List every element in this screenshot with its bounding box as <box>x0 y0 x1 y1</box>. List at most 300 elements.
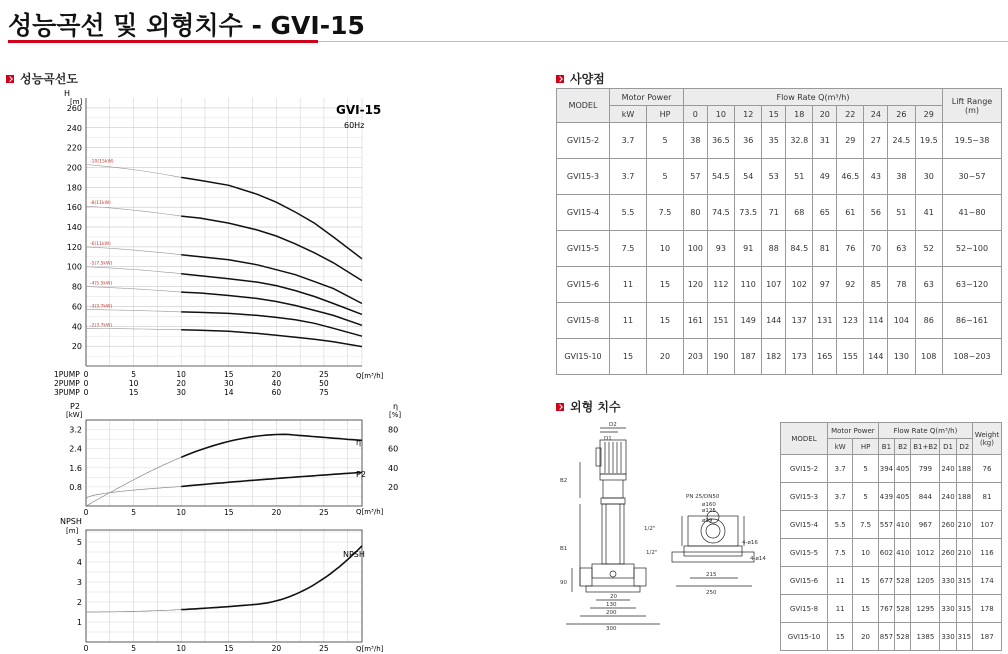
cell-flow-value: 112 <box>707 267 734 303</box>
cell-flow-value: 52 <box>915 231 942 267</box>
cell-d1: 330 <box>940 567 956 595</box>
cell-model: GVI15-6 <box>781 567 828 595</box>
dcol-kw: kW <box>828 439 853 455</box>
pump-row-tick: 30 <box>176 388 186 397</box>
head-grid <box>86 98 365 366</box>
dim-half2: 1/2" <box>646 550 658 556</box>
cell-flow-value: 43 <box>864 159 888 195</box>
cell-b1b2: 967 <box>911 511 940 539</box>
h-tick-label: 100 <box>66 262 82 272</box>
page-title: 성능곡선 및 외형치수 - GVI-15 <box>8 11 365 40</box>
p2-tick-labels <box>69 426 82 492</box>
dim-hole16: 4-ø16 <box>742 540 758 546</box>
npsh-grid <box>86 530 362 642</box>
cell-flow-value: 100 <box>683 231 707 267</box>
cell-flow-value: 91 <box>735 231 762 267</box>
cell-flow-value: 36.5 <box>707 123 734 159</box>
dim-pn: PN 25/DN50 <box>686 494 720 500</box>
col-flow-29: 29 <box>915 106 942 123</box>
pump-row-tick: 0 <box>83 388 89 397</box>
cell-hp: 5 <box>853 455 878 483</box>
pump-row-tick: 20 <box>271 370 282 379</box>
cell-flow-value: 38 <box>888 159 915 195</box>
x-tick-label: 15 <box>223 508 234 517</box>
head-curve <box>181 216 362 281</box>
cell-lift-range: 30~57 <box>943 159 1002 195</box>
cell-lift-range: 52~100 <box>943 231 1002 267</box>
col-model: MODEL <box>557 89 610 123</box>
cell-d1: 260 <box>940 539 956 567</box>
col-flow-20: 20 <box>813 106 837 123</box>
x-tick-label: 10 <box>176 644 186 653</box>
cell-w: 107 <box>973 511 1002 539</box>
cell-d2: 315 <box>956 623 972 651</box>
cell-b2: 528 <box>895 567 911 595</box>
cell-flow-value: 76 <box>837 231 864 267</box>
eff-tick-label: 60 <box>388 444 399 454</box>
pump-row-tick: 0 <box>83 379 89 388</box>
cell-flow-value: 165 <box>813 339 837 375</box>
x-tick-label: 5 <box>131 644 136 653</box>
h-tick-labels <box>67 104 82 351</box>
cell-hp: 15 <box>646 303 683 339</box>
pump-row-tick: 60 <box>271 388 282 397</box>
cell-w: 187 <box>973 623 1002 651</box>
cell-flow-value: 102 <box>786 267 813 303</box>
p2-tick-label: 1.6 <box>69 463 82 473</box>
table-row <box>781 567 1002 595</box>
dim-hole14: 4-ø14 <box>750 556 766 562</box>
cell-kw: 15 <box>828 623 853 651</box>
npsh-axis-label: NPSH <box>60 517 82 526</box>
dim-d2: D2 <box>609 422 617 428</box>
dim-phi160: ø160 <box>702 502 716 508</box>
col-kw: kW <box>610 106 647 123</box>
cell-flow-value: 31 <box>813 123 837 159</box>
npsh-curve <box>181 546 362 610</box>
x-tick-label: 5 <box>131 508 136 517</box>
cell-b2: 410 <box>895 539 911 567</box>
cell-flow-value: 65 <box>813 195 837 231</box>
cell-d1: 330 <box>940 595 956 623</box>
cell-lift-range: 41~80 <box>943 195 1002 231</box>
col-flow-15: 15 <box>762 106 786 123</box>
cell-kw: 3.7 <box>828 483 853 511</box>
cell-d2: 210 <box>956 539 972 567</box>
cell-model: GVI15-8 <box>557 303 610 339</box>
dim-table-body <box>781 455 1002 651</box>
table-row <box>781 539 1002 567</box>
cell-d1: 260 <box>940 511 956 539</box>
cell-b2: 410 <box>895 511 911 539</box>
cell-flow-value: 144 <box>762 303 786 339</box>
q-axis-label-3: Q[m³/h] <box>356 645 384 653</box>
stage-label: -8(11kW) <box>90 201 111 207</box>
cell-flow-value: 19.5 <box>915 123 942 159</box>
cell-model: GVI15-6 <box>557 267 610 303</box>
stage-label: -3(3.7kW) <box>90 304 113 310</box>
col-flow: Flow Rate Q(m³/h) <box>683 89 942 106</box>
power-grid <box>86 420 362 506</box>
cell-b2: 528 <box>895 623 911 651</box>
cell-b1b2: 1012 <box>911 539 940 567</box>
cell-flow-value: 88 <box>762 231 786 267</box>
cell-b1: 557 <box>878 511 894 539</box>
pump-row-label: 2PUMP <box>54 379 80 388</box>
col-lift-label: Lift Range <box>951 96 993 106</box>
p2-tick-label: 2.4 <box>69 444 82 454</box>
cell-flow-value: 61 <box>837 195 864 231</box>
table-row <box>781 483 1002 511</box>
x-tick-label: 25 <box>319 644 329 653</box>
cell-b1: 394 <box>878 455 894 483</box>
p2-axis-unit: [kW] <box>66 411 83 419</box>
cell-hp: 10 <box>646 231 683 267</box>
x-tick-label: 15 <box>223 644 234 653</box>
cell-flow-value: 63 <box>888 231 915 267</box>
cell-lift-range: 86~161 <box>943 303 1002 339</box>
cell-flow-value: 54 <box>735 159 762 195</box>
cell-kw: 15 <box>610 339 647 375</box>
dcol-weight-unit: (kg) <box>980 438 994 447</box>
h-tick-label: 180 <box>66 183 82 193</box>
cell-kw: 11 <box>610 267 647 303</box>
dcol-b2: B2 <box>895 439 911 455</box>
table-row <box>781 595 1002 623</box>
h-tick-label: 260 <box>66 103 82 113</box>
p2-tick-label: 0.8 <box>69 482 82 492</box>
h-tick-label: 80 <box>71 282 82 292</box>
q-axis-label: Q[m³/h] <box>356 372 384 380</box>
cell-hp: 15 <box>646 267 683 303</box>
table-row <box>781 511 1002 539</box>
performance-table <box>556 88 1002 375</box>
cell-flow-value: 57 <box>683 159 707 195</box>
p2-axis-label: P2 <box>70 402 80 411</box>
cell-kw: 11 <box>610 303 647 339</box>
dim-300: 300 <box>606 626 617 632</box>
cell-flow-value: 137 <box>786 303 813 339</box>
cell-b1b2: 1295 <box>911 595 940 623</box>
cell-kw: 3.7 <box>610 123 647 159</box>
dimension-table <box>780 422 1002 651</box>
cell-flow-value: 84.5 <box>786 231 813 267</box>
cell-flow-value: 35 <box>762 123 786 159</box>
h-tick-label: 140 <box>66 223 82 233</box>
dimension-drawing <box>556 418 778 654</box>
pump-row-tick: 40 <box>271 379 282 388</box>
cell-hp: 5 <box>646 159 683 195</box>
cell-hp: 7.5 <box>853 511 878 539</box>
q-axis-label-2: Q[m³/h] <box>356 508 384 516</box>
perf-sub-header <box>557 106 1002 123</box>
h-tick-label: 200 <box>66 163 82 173</box>
npsh-x-ticks <box>84 644 329 653</box>
cell-b2: 405 <box>895 483 911 511</box>
cell-model: GVI15-2 <box>781 455 828 483</box>
head-curve <box>181 330 362 347</box>
efficiency-curve <box>181 434 362 457</box>
cell-flow-value: 41 <box>915 195 942 231</box>
npsh-tick-label: 2 <box>76 598 82 607</box>
cell-flow-value: 29 <box>837 123 864 159</box>
col-lift <box>943 89 1002 123</box>
cell-b2: 405 <box>895 455 911 483</box>
cell-flow-value: 131 <box>813 303 837 339</box>
npsh-tick-label: 5 <box>76 538 82 547</box>
col-flow-18: 18 <box>786 106 813 123</box>
dcol-hp: HP <box>853 439 878 455</box>
dcol-flow: Flow Rate Q(m³/h) <box>878 423 972 439</box>
cell-flow-value: 80 <box>683 195 707 231</box>
pump-row-tick: 15 <box>128 388 139 397</box>
dcol-motor: Motor Power <box>828 423 879 439</box>
col-flow-26: 26 <box>888 106 915 123</box>
npsh-tick-label: 1 <box>76 618 82 627</box>
h-axis-label: H <box>64 89 71 98</box>
pump-row-tick: 50 <box>319 379 329 388</box>
cell-d1: 240 <box>940 483 956 511</box>
npsh-tick-label: 3 <box>76 578 82 587</box>
head-curves <box>86 165 362 347</box>
cell-kw: 5.5 <box>610 195 647 231</box>
head-curve <box>181 292 362 325</box>
h-tick-label: 60 <box>71 302 82 312</box>
cell-lift-range: 63~120 <box>943 267 1002 303</box>
col-flow-22: 22 <box>837 106 864 123</box>
section-dim-label: 외형 치수 <box>570 400 621 414</box>
dim-b1: B1 <box>560 546 568 552</box>
dim-200: 200 <box>606 610 617 616</box>
eff-tick-label: 80 <box>388 425 399 435</box>
cell-flow-value: 93 <box>707 231 734 267</box>
cell-model: GVI15-5 <box>557 231 610 267</box>
section-dim-heading <box>556 398 621 415</box>
cell-flow-value: 182 <box>762 339 786 375</box>
head-curve <box>181 255 362 304</box>
cell-flow-value: 73.5 <box>735 195 762 231</box>
cell-hp: 15 <box>853 595 878 623</box>
table-row <box>781 623 1002 651</box>
chart-model-label: GVI-15 <box>336 103 382 117</box>
dim-b2: B2 <box>560 478 568 484</box>
cell-b1: 857 <box>878 623 894 651</box>
cell-w: 76 <box>973 455 1002 483</box>
cell-model: GVI15-4 <box>781 511 828 539</box>
pump-row-tick: 20 <box>176 379 186 388</box>
eff-axis-label: η <box>393 402 399 411</box>
pump-row-tick: 14 <box>223 388 234 397</box>
dim-d1: D1 <box>604 436 612 442</box>
cell-flow-value: 114 <box>864 303 888 339</box>
h-tick-label: 20 <box>71 342 82 352</box>
cell-model: GVI15-10 <box>557 339 610 375</box>
cell-flow-value: 38 <box>683 123 707 159</box>
cell-flow-value: 203 <box>683 339 707 375</box>
x-tick-label: 20 <box>271 644 282 653</box>
stage-label: -6(11kW) <box>90 241 111 247</box>
cell-w: 81 <box>973 483 1002 511</box>
pump-row-tick: 15 <box>223 370 234 379</box>
cell-model: GVI15-5 <box>781 539 828 567</box>
dim-250: 250 <box>706 590 717 596</box>
cell-d1: 240 <box>940 455 956 483</box>
cell-kw: 7.5 <box>828 539 853 567</box>
cell-hp: 15 <box>853 567 878 595</box>
section-spec-heading <box>556 70 605 87</box>
cell-flow-value: 190 <box>707 339 734 375</box>
cell-hp: 10 <box>853 539 878 567</box>
eff-tick-label: 20 <box>388 482 399 492</box>
cell-kw: 3.7 <box>828 455 853 483</box>
cell-flow-value: 81 <box>813 231 837 267</box>
cell-model: GVI15-4 <box>557 195 610 231</box>
section-spec-label: 사양점 <box>570 72 605 86</box>
col-flow-12: 12 <box>735 106 762 123</box>
cell-flow-value: 92 <box>837 267 864 303</box>
cell-flow-value: 53 <box>762 159 786 195</box>
col-lift-unit: (m) <box>964 105 980 115</box>
x-tick-label: 25 <box>319 508 329 517</box>
cell-flow-value: 107 <box>762 267 786 303</box>
pump-row-label: 3PUMP <box>54 388 80 397</box>
cell-w: 174 <box>973 567 1002 595</box>
cell-flow-value: 78 <box>888 267 915 303</box>
stage-label: -5(7.5kW) <box>90 261 113 267</box>
cell-flow-value: 68 <box>786 195 813 231</box>
h-tick-label: 120 <box>66 242 82 252</box>
power-frame <box>86 420 362 506</box>
cell-d2: 188 <box>956 483 972 511</box>
cell-model: GVI15-3 <box>557 159 610 195</box>
stage-label: -4(5.5kW) <box>90 281 113 287</box>
cell-flow-value: 187 <box>735 339 762 375</box>
pump-rows <box>54 370 329 397</box>
cell-flow-value: 70 <box>864 231 888 267</box>
eff-tick-labels <box>388 426 398 492</box>
cell-flow-value: 24.5 <box>888 123 915 159</box>
cell-flow-value: 104 <box>888 303 915 339</box>
cell-flow-value: 54.5 <box>707 159 734 195</box>
cell-d2: 210 <box>956 511 972 539</box>
cell-flow-value: 155 <box>837 339 864 375</box>
dcol-weight <box>973 423 1002 455</box>
cell-b1b2: 1205 <box>911 567 940 595</box>
cell-d2: 188 <box>956 455 972 483</box>
table-row <box>781 455 1002 483</box>
cell-flow-value: 27 <box>864 123 888 159</box>
cell-model: GVI15-8 <box>781 595 828 623</box>
cell-hp: 20 <box>853 623 878 651</box>
h-tick-label: 240 <box>66 123 82 133</box>
cell-flow-value: 149 <box>735 303 762 339</box>
cell-flow-value: 51 <box>888 195 915 231</box>
cell-lift-range: 19.5~38 <box>943 123 1002 159</box>
chart-freq-label: 60Hz <box>344 121 365 130</box>
head-curve <box>181 177 362 258</box>
cell-b1b2: 844 <box>911 483 940 511</box>
p2-curve-label: P2 <box>356 470 366 479</box>
col-flow-24: 24 <box>864 106 888 123</box>
dim-half1: 1/2" <box>644 526 656 532</box>
col-hp: HP <box>646 106 683 123</box>
dcol-b1b2: B1+B2 <box>911 439 940 455</box>
cell-kw: 11 <box>828 595 853 623</box>
p2-curve <box>181 472 362 486</box>
section-curve-label: 성능곡선도 <box>20 72 78 86</box>
npsh-frame <box>86 530 362 642</box>
dim-130: 130 <box>606 602 617 608</box>
cell-flow-value: 30 <box>915 159 942 195</box>
cell-flow-value: 130 <box>888 339 915 375</box>
cell-model: GVI15-3 <box>781 483 828 511</box>
cell-flow-value: 144 <box>864 339 888 375</box>
perf-table-body <box>557 123 1002 375</box>
stage-label: -2(3.7kW) <box>90 323 113 329</box>
cell-hp: 5 <box>853 483 878 511</box>
cell-flow-value: 173 <box>786 339 813 375</box>
table-row <box>557 231 1002 267</box>
dcol-d2: D2 <box>956 439 972 455</box>
cell-flow-value: 46.5 <box>837 159 864 195</box>
cell-flow-value: 108 <box>915 339 942 375</box>
cell-kw: 5.5 <box>828 511 853 539</box>
cell-d2: 315 <box>956 567 972 595</box>
x-tick-label: 0 <box>83 644 89 653</box>
dcol-model: MODEL <box>781 423 828 455</box>
h-tick-label: 160 <box>66 203 82 213</box>
cell-flow-value: 123 <box>837 303 864 339</box>
cell-flow-value: 151 <box>707 303 734 339</box>
cell-model: GVI15-10 <box>781 623 828 651</box>
dcol-b1: B1 <box>878 439 894 455</box>
cell-flow-value: 51 <box>786 159 813 195</box>
npsh-curve-label: NPSH <box>343 550 365 559</box>
cell-kw: 3.7 <box>610 159 647 195</box>
dim-215: 215 <box>706 572 717 578</box>
cell-flow-value: 86 <box>915 303 942 339</box>
h-tick-label: 40 <box>71 322 82 332</box>
cell-flow-value: 63 <box>915 267 942 303</box>
cell-b1b2: 1385 <box>911 623 940 651</box>
col-flow-0: 0 <box>683 106 707 123</box>
eff-axis-unit: [%] <box>389 411 402 419</box>
x-tick-label: 20 <box>271 508 282 517</box>
stage-label: -10(15kW) <box>90 159 114 165</box>
x-tick-label: 0 <box>83 508 89 517</box>
cell-b1: 602 <box>878 539 894 567</box>
pump-row-tick: 5 <box>131 370 136 379</box>
cell-flow-value: 120 <box>683 267 707 303</box>
cell-w: 178 <box>973 595 1002 623</box>
table-row <box>557 159 1002 195</box>
cell-flow-value: 49 <box>813 159 837 195</box>
table-row <box>557 195 1002 231</box>
dim-phi125: ø125 <box>702 508 716 514</box>
cell-flow-value: 85 <box>864 267 888 303</box>
pump-row-tick: 10 <box>128 379 139 388</box>
pump-row-tick: 30 <box>223 379 234 388</box>
h-tick-label: 220 <box>66 143 82 153</box>
pump-row-tick: 25 <box>319 370 329 379</box>
eff-curve-label: η <box>356 438 362 447</box>
col-flow-10: 10 <box>707 106 734 123</box>
cell-b2: 528 <box>895 595 911 623</box>
cell-kw: 11 <box>828 567 853 595</box>
pump-row-tick: 75 <box>319 388 329 397</box>
cell-flow-value: 36 <box>735 123 762 159</box>
dim-phi99: ø99 <box>702 518 713 524</box>
